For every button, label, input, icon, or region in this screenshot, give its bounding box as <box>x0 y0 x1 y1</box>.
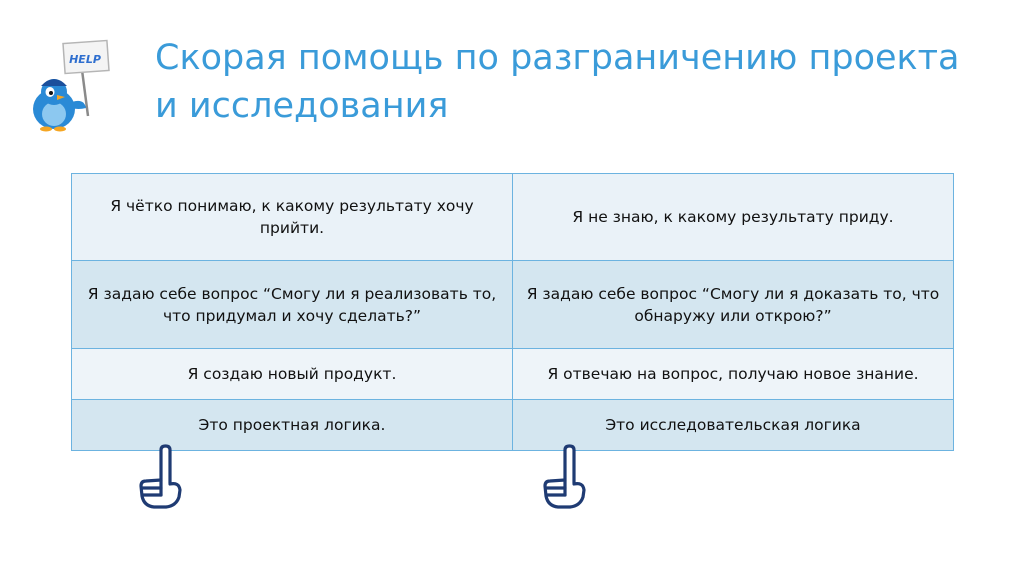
table-row <box>72 399 954 450</box>
help-bird-logo-icon <box>28 36 110 132</box>
raised-index-finger-icon <box>540 444 590 510</box>
table-cell-project: Я задаю себе вопрос “Смогу ли я реализовать то, что придумал и хочу сделать?” <box>72 261 513 348</box>
table-cell-research: Это исследовательская логика <box>513 399 954 450</box>
slide-title: Скорая помощь по разграничению проекта и исследования <box>155 38 960 126</box>
table-row <box>72 174 954 261</box>
table-row <box>72 261 954 348</box>
help-sign-text: HELP <box>69 53 101 66</box>
table-cell-research: Я задаю себе вопрос “Смогу ли я доказать то, что обнаружу или открою?” <box>513 261 954 348</box>
table-cell-research: Я отвечаю на вопрос, получаю новое знание. <box>513 348 954 399</box>
table-cell-project: Я чётко понимаю, к какому результату хочу прийти. <box>72 174 513 261</box>
table-row <box>72 348 954 399</box>
comparison-table <box>71 173 954 451</box>
table-cell-research: Я не знаю, к какому результату приду. <box>513 174 954 261</box>
table-cell-project: Я создаю новый продукт. <box>72 348 513 399</box>
table-cell-project: Это проектная логика. <box>72 399 513 450</box>
raised-index-finger-icon <box>136 444 186 510</box>
